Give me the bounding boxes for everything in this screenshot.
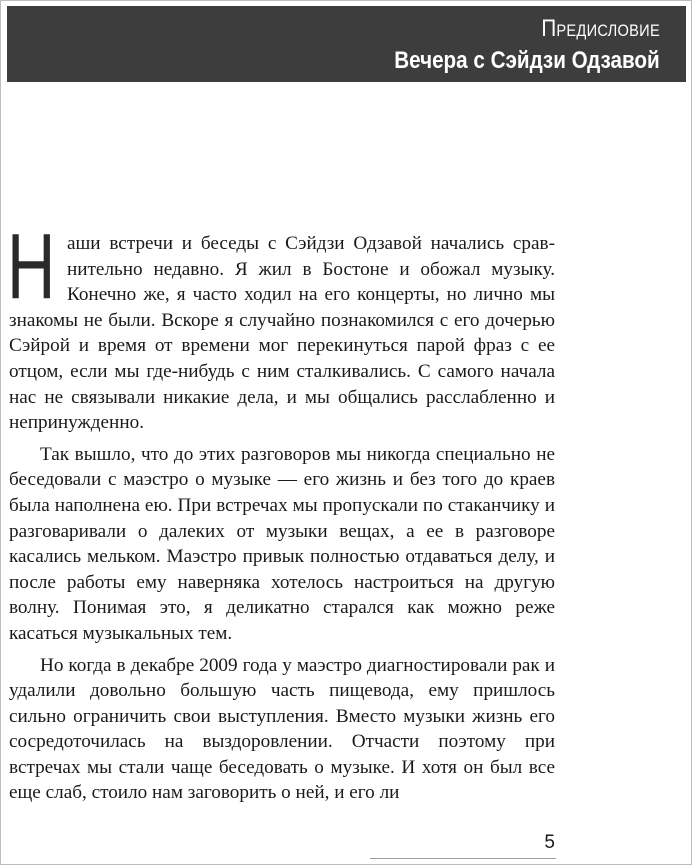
paragraph-2: Так вышло, что до этих разговоров мы никогда специально не беседовали с маэстро о музыке — его жизнь и без того до краев была наполнена ею. При встречах мы пропускали по стаканчику и разговаривали о далеких от музыки вещах, а ее в разговоре касались мельком. Маэстро привык полностью отдаваться делу, и после работы ему наверняка хотелось настроиться на другую волну. Понимая это, я деликатно старался как можно реже касаться музыкальных тем. (9, 443, 555, 644)
drop-cap: Н (7, 214, 56, 318)
footer-rule (370, 858, 556, 859)
page-number: 5 (544, 832, 555, 853)
paragraph-1-text: аши встречи и беседы с Сэйдзи Одзавой начались сравнительно недавно. Я жил в Бостоне и обожал музыку. Конечно же, я часто ходил на его концерты, но лично мы знакомы не были. Вскоре я случайно познакомился с его дочерью Сэйрой и время от времени мог перекинуться парой фраз с ее отцом, если мы где-нибудь с ним сталкивались. С самого начала нас не связывали никакие дела, и мы общались расслабленно и непринужденно. (9, 233, 555, 434)
body-text (7, 214, 555, 812)
paragraph-3: Но когда в декабре 2009 года у маэстро диагностировали рак и удалили довольно большую часть пищевода, ему пришлось сильно ограничить свои выступления. Вместо музыки жизнь его сосредоточилась на выздоровлении. Отчасти поэтому при встречах мы стали чаще беседовать о музыке. И хотя он был все еще слаб, стоило нам заговорить о ней, и его ли (9, 654, 555, 804)
paragraph-1 (7, 214, 555, 436)
chapter-kicker: Предисловие (541, 15, 660, 42)
chapter-title: Вечера с Сэйдзи Одзавой (394, 47, 660, 74)
chapter-header (7, 6, 686, 82)
